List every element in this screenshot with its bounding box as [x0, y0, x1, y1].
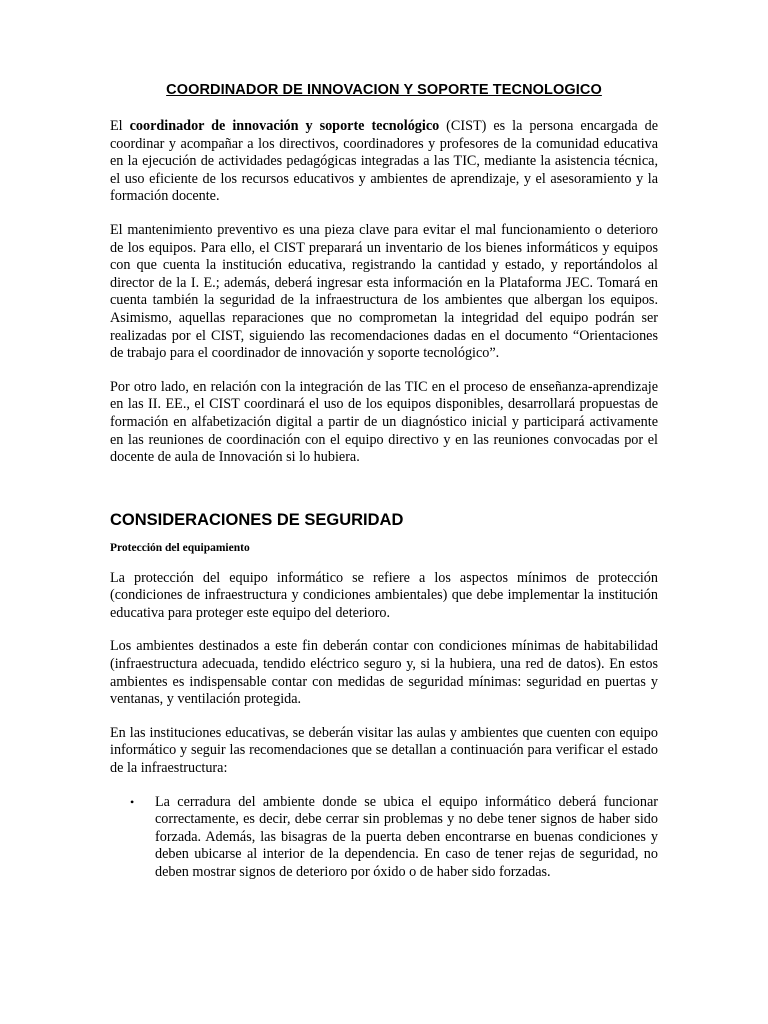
document-page	[110, 82, 658, 882]
bullet-marker: •	[130, 794, 135, 809]
tic-integration-paragraph: Por otro lado, en relación con la integración de las TIC en el proceso de enseñanza-aprendizaje en las II. EE., el CIST coordinará el uso de los equipos disponibles, desarrollará propuestas de formación en alfabetización digital a partir de un diagnóstico inicial y participará activamente en las reuniones de coordinación con el equipo directivo y en las reuniones convocadas por el docente de aula de Innovación si lo hubiera.	[110, 378, 658, 466]
document-title: COORDINADOR DE INNOVACION Y SOPORTE TECNOLOGICO	[166, 82, 602, 98]
recommendations-list	[110, 794, 658, 882]
protection-paragraph: La protección del equipo informático se refiere a los aspectos mínimos de protección (condiciones de infraestructura y condiciones ambientales) que debe implementar la institución educativa para proteger este equipo del deterioro.	[110, 569, 658, 621]
intro-lead: El	[110, 118, 130, 134]
intro-rest: (CIST) es la persona encargada de coordinar y acompañar a los directivos, coordinadores y profesores de la comunidad educativa en la ejecución de actividades pedagógicas integradas a las TIC, mediante la asistencia técnica, el uso eficiente de los recursos educativos y ambientes de aprendizaje, y el asesoramiento y la formación docente.	[110, 118, 658, 205]
inspection-paragraph: En las instituciones educativas, se deberán visitar las aulas y ambientes que cuenten con equipo informático y seguir las recomendaciones que se detallan a continuación para verificar el estado de la infraestructura:	[110, 724, 658, 777]
section-heading: CONSIDERACIONES DE SEGURIDAD	[110, 510, 404, 529]
habitability-paragraph: Los ambientes destinados a este fin deberán contar con condiciones mínimas de habitabilidad (infraestructura adecuada, tendido eléctrico seguro y, si la hubiera, una red de datos). En estos ambientes es indispensable contar con medidas de seguridad mínimas: seguridad en puertas y ventanas, y ventilación protegida.	[110, 638, 658, 708]
intro-paragraph	[110, 118, 658, 206]
list-item	[110, 794, 658, 882]
intro-bold-term: coordinador de innovación y soporte tecnológico	[129, 118, 440, 134]
maintenance-paragraph: El mantenimiento preventivo es una pieza clave para evitar el mal funcionamiento o deterioro de los equipos. Para ello, el CIST preparará un inventario de los bienes informáticos y equipos con que cuenta la institución educativa, registrando la cantidad y estado, y reportándolos al director de la I. E.; además, deberá ingresar esta información en la Plataforma JEC. Tomará en cuenta también la seguridad de la infraestructura de los ambientes que albergan los equipos. Asimismo, aquellas reparaciones que no comprometan la integridad del equipo podrán ser realizadas por el CIST, siguiendo las recomendaciones dadas en el documento “Orientaciones de trabajo para el coordinador de innovación y soporte tecnológico”.	[110, 221, 658, 362]
list-item-text: La cerradura del ambiente donde se ubica el equipo informático deberá funcionar correctamente, es decir, debe cerrar sin problemas y no debe tener signos de haber sido forzada. Además, las bisagras de la puerta deben encontrarse en buenas condiciones y deben ubicarse al interior de la dependencia. En caso de tener rejas de seguridad, no deben mostrar signos de deterioro por óxido o de haber sido forzadas.	[155, 793, 658, 880]
section-subheading: Protección del equipamiento	[110, 541, 250, 554]
